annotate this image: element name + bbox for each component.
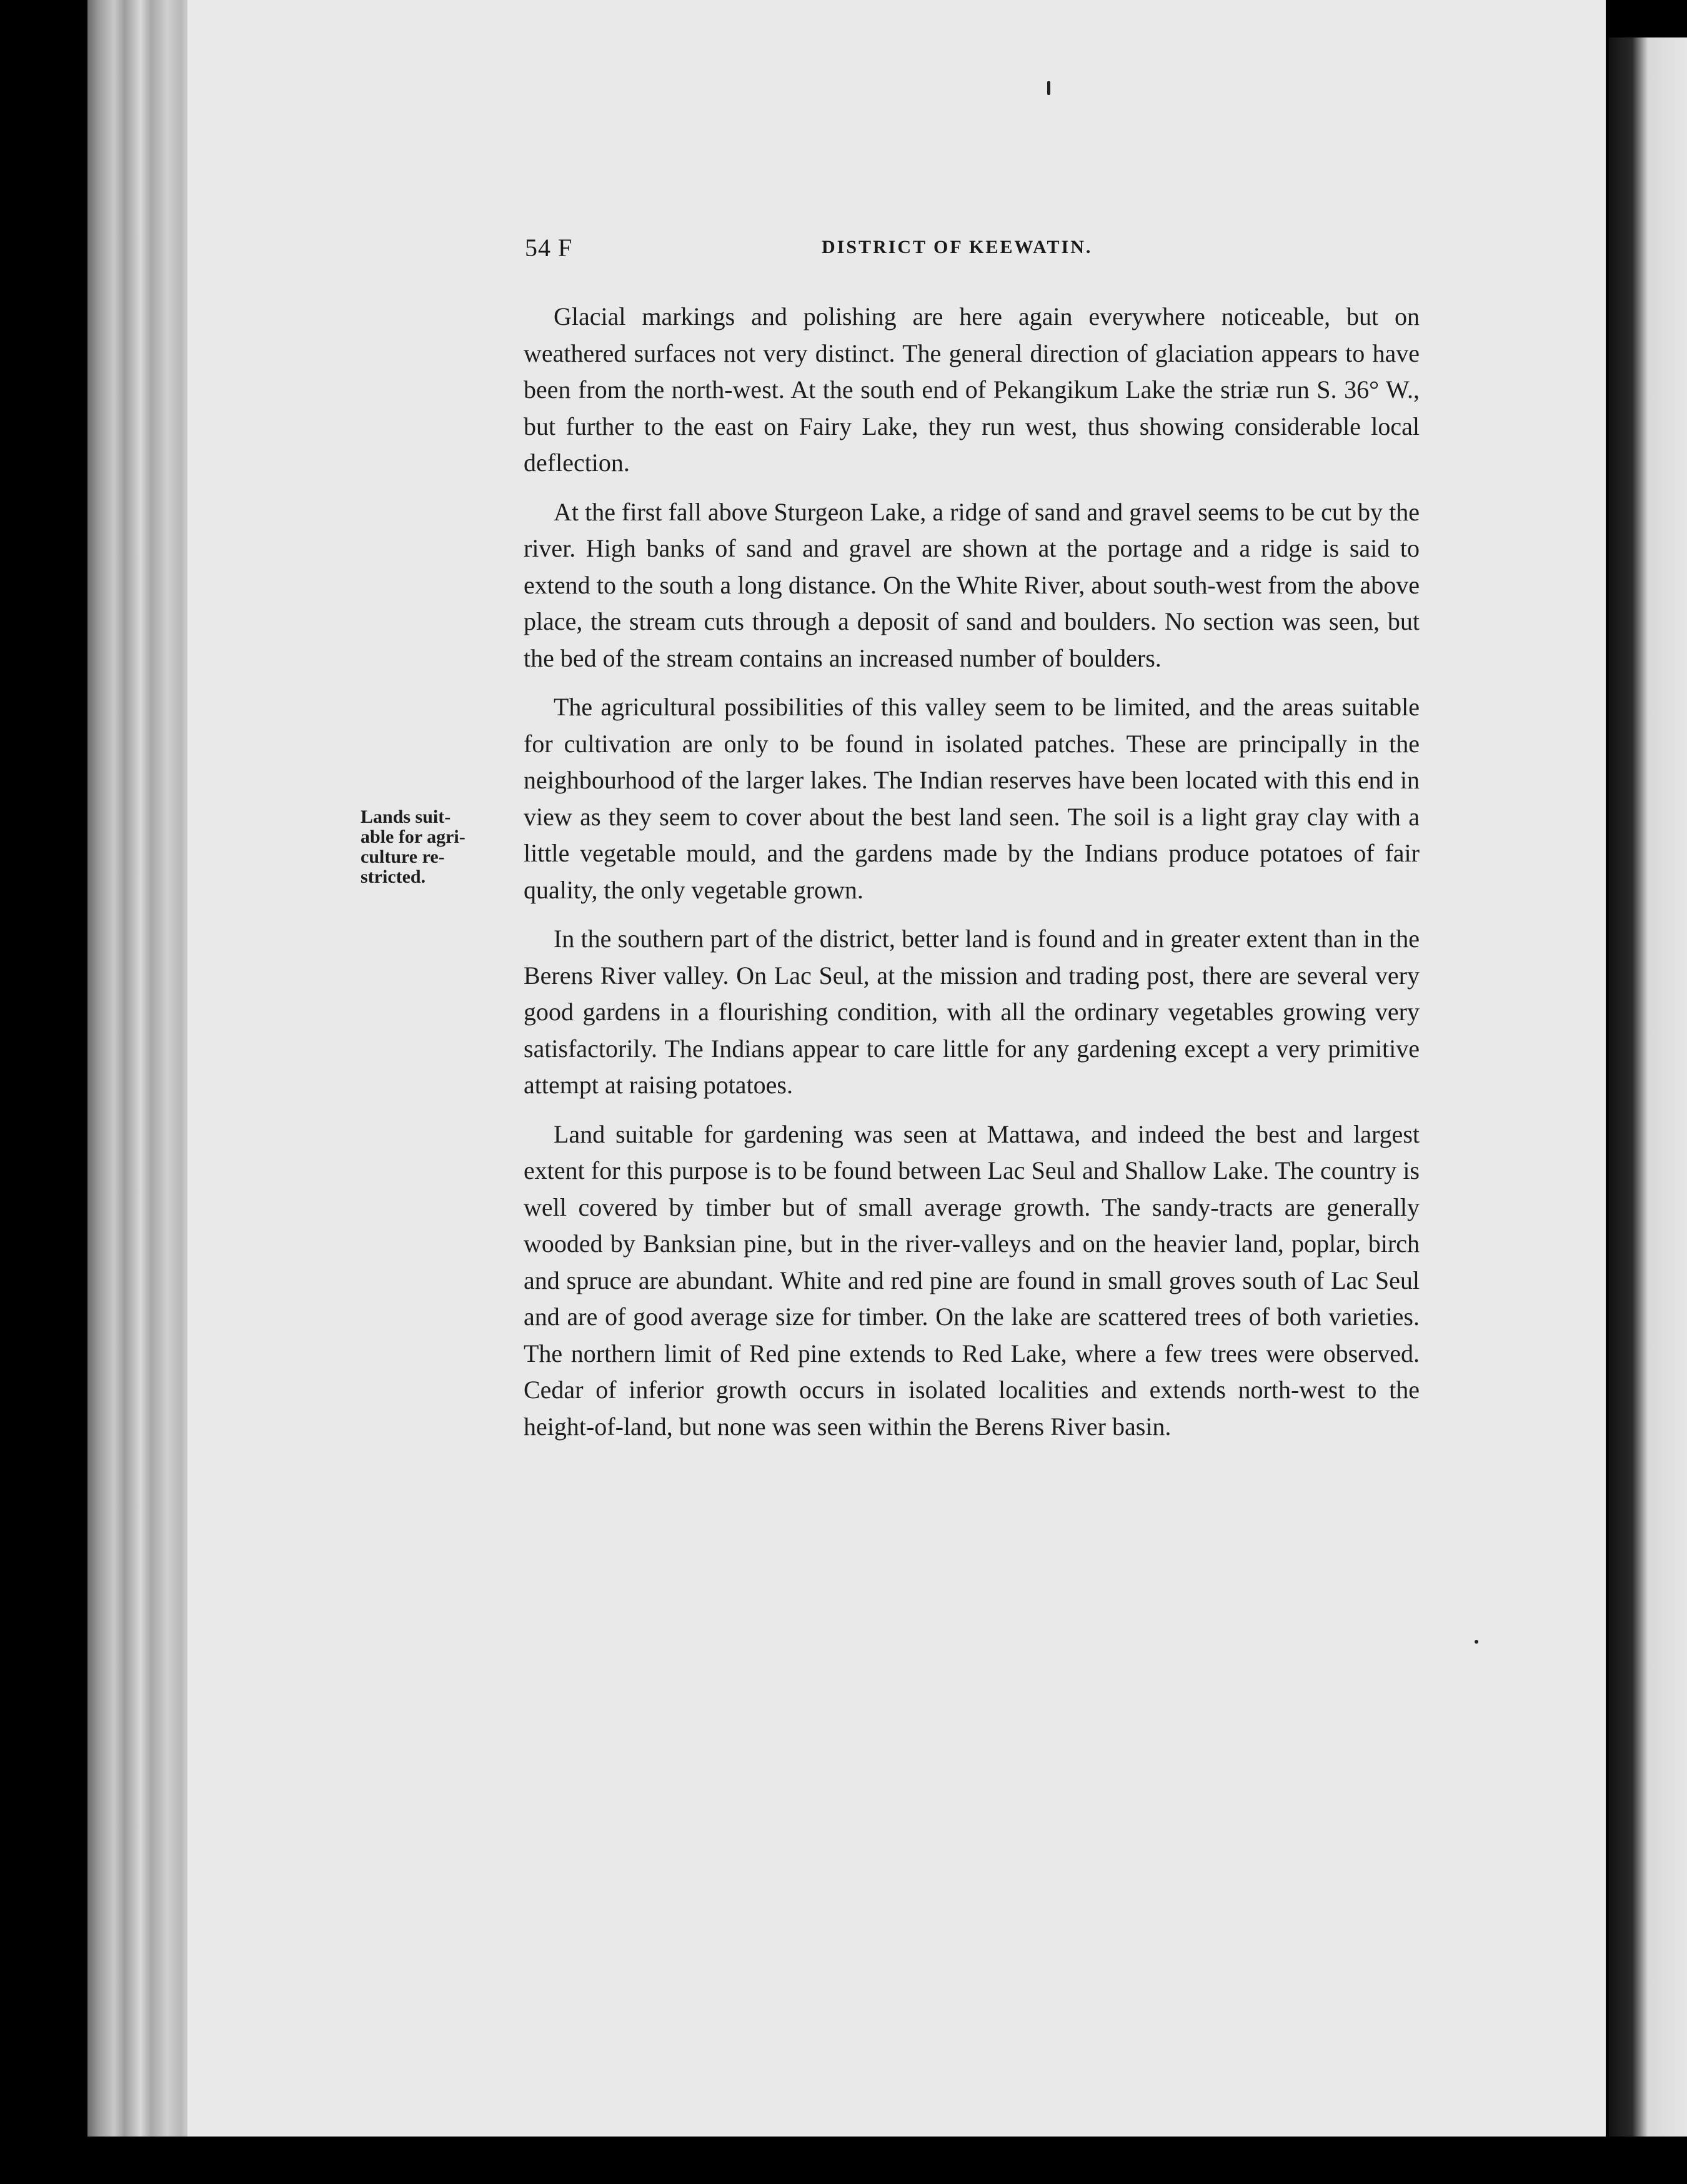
paragraph-agricultural-possibilities: The agricultural possibilities of this valley seem to be limited, and the areas suitable for cultivation are only to be found in isolated patches. These are principally in the neighbourhood of the larger lakes. The Indian reserves have been located with this end in view as they seem to cover about the best land seen. The soil is a light gray clay with a little vegetable mould, and the gardens made by the Indians produce potatoes of fair quality, the only vegetable grown.	[524, 693, 1420, 904]
body-text	[524, 299, 1420, 1457]
ink-speck	[1475, 1640, 1478, 1644]
page-number: 54 F	[525, 234, 573, 262]
margin-note-line: culture re-	[361, 846, 445, 867]
page-header	[525, 233, 1421, 271]
running-head: DISTRICT OF KEEWATIN.	[822, 237, 1093, 257]
paragraph-sturgeon-lake: At the first fall above Sturgeon Lake, a ridge of sand and gravel seems to be cut by the river. High banks of sand and gravel are shown at the portage and a ridge is said to extend to the south a long distance. On the White River, about south-west from the above place, the stream cuts through a deposit of sand and boulders. No section was seen, but the bed of the stream contains an increased number of boulders.	[524, 497, 1420, 672]
margin-note-line: stricted.	[361, 866, 426, 887]
facing-page-edge	[1609, 37, 1687, 2137]
ink-speck	[1047, 81, 1050, 95]
margin-note-line: able for agri-	[361, 826, 465, 847]
paragraph-southern-district: In the southern part of the district, better land is found and in greater extent than in the Berens River valley. On Lac Seul, at the mission and trading post, there are several very good gardens in a flourishing condition, with all the ordinary vegetables growing very satisfactorily. The Indians appear to care little for any gardening except a very primitive attempt at raising potatoes.	[524, 925, 1420, 1099]
paragraph-glacial-markings: Glacial markings and polishing are here again everywhere noticeable, but on weathered surfaces not very distinct. The general direction of glaciation appears to have been from the north-west. At the south end of Pekangikum Lake the striæ run S. 36° W., but further to the east on Fairy Lake, they run west, thus showing considerable local deflection.	[524, 302, 1420, 477]
paragraph-land-for-gardening: Land suitable for gardening was seen at Mattawa, and indeed the best and largest extent for this purpose is to be found between Lac Seul and Shallow Lake. The country is well covered by timber but of small average growth. The sandy-tracts are generally wooded by Banksian pine, but in the river-valleys and on the heavier land, poplar, birch and spruce are abundant. White and red pine are found in small groves south of Lac Seul and are of good average size for timber. On the lake are scattered trees of both varieties. The northern limit of Red pine extends to Red Lake, where a few trees were observed. Cedar of inferior growth occurs in isolated localities and extends north-west to the height-of-land, but none was seen within the Berens River basin.	[524, 1119, 1420, 1441]
margin-note-line: Lands suit-	[361, 807, 451, 827]
scan-bottom-border	[87, 2137, 1687, 2184]
book-page-edges	[87, 0, 194, 2137]
margin-note	[361, 807, 504, 887]
